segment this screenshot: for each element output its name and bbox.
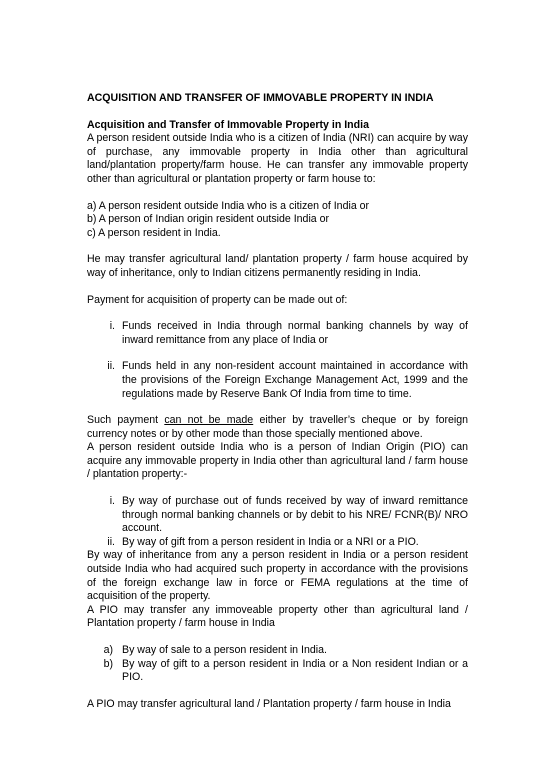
list-item-number: ii. bbox=[107, 360, 115, 373]
list-item-text: Funds received in India through normal banking channels by way of inward remittance from any place of India or bbox=[122, 320, 468, 346]
paragraph-payment-intro: Payment for acquisition of property can be made out of: bbox=[87, 293, 348, 306]
list-item: c) A person resident in India. bbox=[87, 226, 221, 239]
list-item-number: ii. bbox=[107, 535, 115, 548]
paragraph-inheritance: By way of inheritance from any a person resident in India or a person resident outside India who had acquired such property in accordance with the provisions of the foreign exchange law in force or FEMA regulations at the time of acquisition of the property. bbox=[87, 549, 468, 603]
list-item-number: i. bbox=[109, 320, 115, 333]
list-item-text: By way of sale to a person resident in India. bbox=[122, 644, 327, 656]
paragraph-agricultural-transfer: He may transfer agricultural land/ plantation property / farm house acquired by way of inheritance, only to Indian citizens permanently residing in India. bbox=[87, 253, 468, 279]
payment-source-list bbox=[87, 320, 468, 401]
list-item bbox=[87, 320, 468, 347]
list-item: a) A person resident outside India who is a citizen of India or bbox=[87, 199, 370, 212]
paragraph-pio-acquire: A person resident outside India who is a person of Indian Origin (PIO) can acquire any immovable property in India other than agricultural land / farm house / plantation property:- bbox=[87, 441, 468, 481]
list-item-number: b) bbox=[103, 657, 113, 670]
paragraph-pio-agricultural: A PIO may transfer agricultural land / Plantation property / farm house in India bbox=[87, 697, 451, 710]
list-item-text: By way of gift to a person resident in India or a Non resident Indian or a PIO. bbox=[122, 657, 468, 684]
list-item-text: By way of gift from a person resident in India or a NRI or a PIO. bbox=[122, 535, 419, 548]
paragraph-pio-transfer: A PIO may transfer any immoveable property other than agricultural land / Plantation property / farm house in India bbox=[87, 603, 468, 630]
section-heading: Acquisition and Transfer of Immovable Property in India bbox=[87, 118, 369, 131]
list-item-number: a) bbox=[103, 644, 113, 656]
list-item-number: i. bbox=[109, 495, 115, 508]
list-item bbox=[87, 495, 468, 536]
list-item-text: Funds held in any non-resident account maintained in accordance with the provisions of the Foreign Exchange Management Act, 1999 and the regulations made by Reserve Bank Of India from time to time. bbox=[122, 360, 468, 400]
list-item-text: By way of purchase out of funds received by way of inward remittance through normal banking channels or by debit to his NRE/ FCNR(B)/ NRO account. bbox=[122, 495, 468, 535]
text-run: Such payment bbox=[87, 414, 165, 427]
pio-acquisition-list bbox=[87, 495, 468, 549]
text-run: either by traveller’s cheque or by foreign currency notes or by other mode than those specially mentioned above. bbox=[87, 414, 469, 440]
pio-transfer-list bbox=[87, 644, 468, 685]
list-item bbox=[87, 536, 468, 550]
list-item bbox=[87, 360, 468, 401]
list-item bbox=[87, 658, 468, 685]
list-item: b) A person of Indian origin resident outside India or bbox=[87, 213, 330, 226]
paragraph-payment-restriction bbox=[87, 414, 468, 441]
paragraph-nri-acquire: A person resident outside India who is a citizen of India (NRI) can acquire by way of purchase, any immovable property in India other than agricultural land/plantation property/farm house. He can transfer any immovable property other than agricultural or plantation property or farm house to: bbox=[87, 132, 468, 185]
document-body bbox=[87, 92, 468, 711]
underlined-text: can not be made bbox=[164, 414, 254, 427]
list-item bbox=[87, 644, 468, 658]
transferee-list bbox=[87, 200, 468, 241]
document-title: ACQUISITION AND TRANSFER OF IMMOVABLE PROPERTY IN INDIA bbox=[87, 92, 434, 104]
